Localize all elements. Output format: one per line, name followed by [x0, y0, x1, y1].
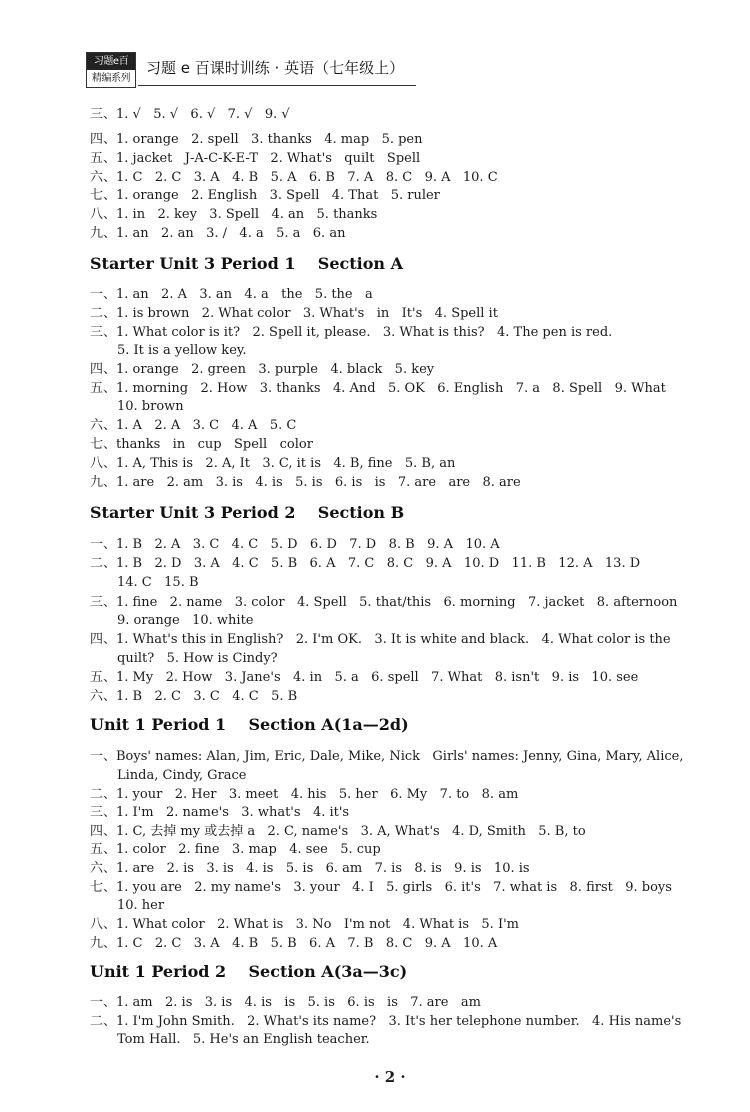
answer-line: 三、1. √ 5. √ 6. √ 7. √ 9. √	[90, 107, 290, 122]
header-rule	[138, 85, 416, 86]
answer-line: 六、1. are 2. is 3. is 4. is 5. is 6. am 7. is 8. is 9. is 10. is	[90, 861, 530, 876]
answer-line: 六、1. C 2. C 3. A 4. B 5. A 6. B 7. A 8. C 9. A 10. C	[90, 170, 498, 185]
answer-line: 四、1. What's this in English? 2. I'm OK. 3. It is white and black. 4. What color is the	[90, 632, 671, 647]
section-heading: Starter Unit 3 Period 1 Section A	[90, 254, 404, 273]
answer-line: 七、1. orange 2. English 3. Spell 4. That 5. ruler	[90, 188, 440, 203]
answer-line: 四、1. C, 去掉 my 或去掉 a 2. C, name's 3. A, What's 4. D, Smith 5. B, to	[90, 824, 586, 839]
answer-line: 三、1. I'm 2. name's 3. what's 4. it's	[90, 805, 350, 820]
answer-line: 六、1. B 2. C 3. C 4. C 5. B	[90, 689, 298, 704]
page-number: · 2 ·	[374, 1068, 406, 1086]
answer-line: 三、1. fine 2. name 3. color 4. Spell 5. that/this 6. morning 7. jacket 8. afternoon	[90, 595, 678, 610]
answer-line: 九、1. are 2. am 3. is 4. is 5. is 6. is is 7. are are 8. are	[90, 475, 521, 490]
answer-line: 二、1. is brown 2. What color 3. What's in It's 4. Spell it	[90, 306, 498, 321]
answer-line: 一、1. B 2. A 3. C 4. C 5. D 6. D 7. D 8. B 9. A 10. A	[90, 537, 500, 552]
answer-line: 一、1. an 2. A 3. an 4. a the 5. the a	[90, 287, 373, 302]
section-heading: Unit 1 Period 1 Section A(1a—2d)	[90, 715, 409, 734]
answer-line: 二、1. B 2. D 3. A 4. C 5. B 6. A 7. C 8. C 9. A 10. D 11. B 12. A 13. D	[90, 556, 641, 571]
logo-line-1: 习题e百	[87, 53, 135, 70]
answer-line: 一、Boys' names: Alan, Jim, Eric, Dale, Mike, Nick Girls' names: Jenny, Gina, Mary, Alice,	[90, 749, 684, 764]
answer-line: 5. It is a yellow key.	[117, 343, 247, 358]
answer-line: 四、1. orange 2. spell 3. thanks 4. map 5. pen	[90, 132, 423, 147]
answer-line: 二、1. your 2. Her 3. meet 4. his 5. her 6. My 7. to 8. am	[90, 787, 519, 802]
answer-line: 八、1. What color 2. What is 3. No I'm not 4. What is 5. I'm	[90, 917, 519, 932]
answer-line: 10. her	[117, 898, 165, 913]
answer-line: 14. C 15. B	[117, 575, 199, 590]
answer-line: 七、1. you are 2. my name's 3. your 4. I 5. girls 6. it's 7. what is 8. first 9. boys	[90, 880, 672, 895]
answer-line: 九、1. C 2. C 3. A 4. B 5. B 6. A 7. B 8. C 9. A 10. A	[90, 936, 498, 951]
answer-line: 八、1. A, This is 2. A, It 3. C, it is 4. B, fine 5. B, an	[90, 456, 456, 471]
series-logo	[86, 52, 136, 88]
answer-line: 九、1. an 2. an 3. / 4. a 5. a 6. an	[90, 226, 346, 241]
answer-line: 一、1. am 2. is 3. is 4. is is 5. is 6. is is 7. are am	[90, 995, 481, 1010]
book-title: 习题 e 百课时训练 · 英语（七年级上）	[146, 59, 405, 77]
answer-line: 八、1. in 2. key 3. Spell 4. an 5. thanks	[90, 207, 378, 222]
logo-line-2: 精编系列	[92, 73, 130, 84]
answer-line: Linda, Cindy, Grace	[117, 768, 247, 783]
answer-line: 四、1. orange 2. green 3. purple 4. black 5. key	[90, 362, 435, 377]
answer-line: 六、1. A 2. A 3. C 4. A 5. C	[90, 418, 297, 433]
answer-line: 二、1. I'm John Smith. 2. What's its name? 3. It's her telephone number. 4. His name's	[90, 1014, 682, 1029]
answer-line: 五、1. morning 2. How 3. thanks 4. And 5. OK 6. English 7. a 8. Spell 9. What	[90, 381, 666, 396]
answer-line: 七、thanks in cup Spell color	[90, 437, 313, 452]
answer-line: Tom Hall. 5. He's an English teacher.	[117, 1032, 370, 1047]
answer-line: 10. brown	[117, 399, 184, 414]
answer-line: 五、1. jacket J-A-C-K-E-T 2. What's quilt Spell	[90, 151, 421, 166]
answer-line: 五、1. color 2. fine 3. map 4. see 5. cup	[90, 842, 381, 857]
answer-line: 五、1. My 2. How 3. Jane's 4. in 5. a 6. spell 7. What 8. isn't 9. is 10. see	[90, 670, 639, 685]
answer-line: 9. orange 10. white	[117, 613, 254, 628]
answer-line: 三、1. What color is it? 2. Spell it, please. 3. What is this? 4. The pen is red.	[90, 325, 613, 340]
section-heading: Unit 1 Period 2 Section A(3a—3c)	[90, 962, 408, 981]
answer-line: quilt? 5. How is Cindy?	[117, 651, 278, 666]
section-heading: Starter Unit 3 Period 2 Section B	[90, 503, 405, 522]
running-header	[86, 52, 416, 88]
